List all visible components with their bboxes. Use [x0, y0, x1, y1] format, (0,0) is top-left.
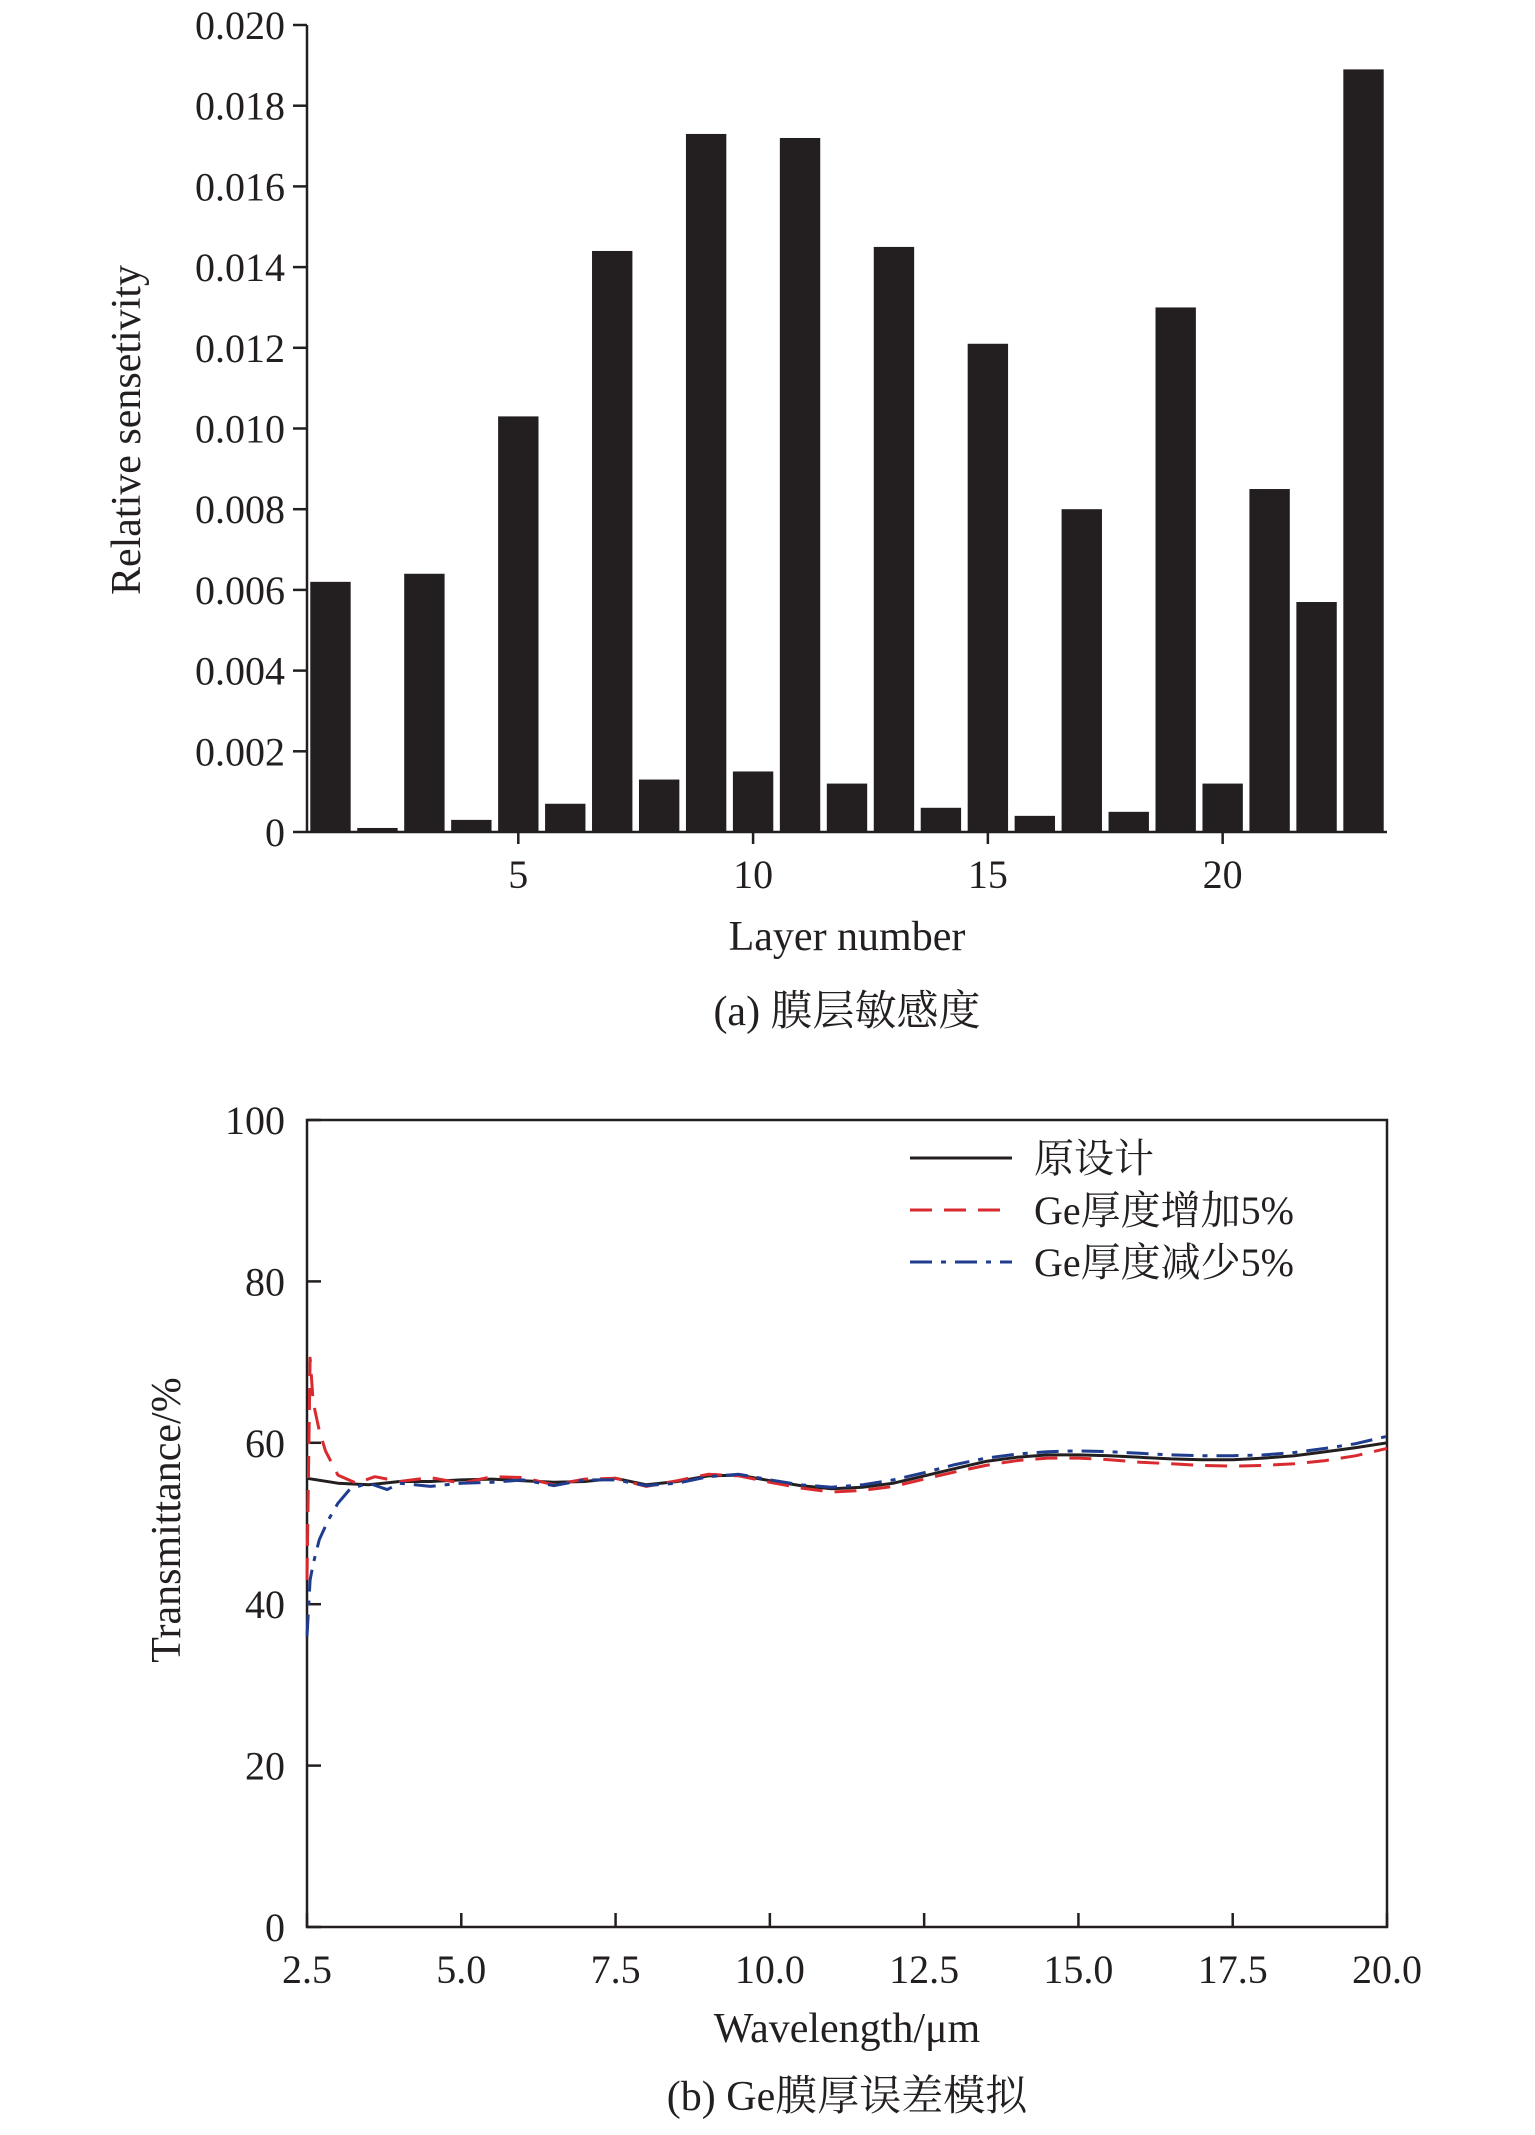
- x-axis-title: Wavelength/μm: [713, 2006, 981, 2052]
- bar-layer-10: [733, 771, 773, 832]
- y-tick-label: 100: [225, 1098, 285, 1143]
- x-tick-label: 12.5: [889, 1947, 960, 1992]
- y-tick-label: 0.002: [195, 729, 285, 775]
- x-tick-label: 10: [733, 852, 774, 897]
- x-tick-label: 10.0: [734, 1947, 805, 1992]
- bar-layer-11: [780, 138, 820, 832]
- y-tick-label: 20: [245, 1743, 285, 1789]
- bar-layer-16: [1015, 816, 1055, 832]
- y-tick-label: 0.016: [195, 164, 285, 210]
- bar-layer-1: [310, 582, 350, 832]
- panel-b-line-chart: [144, 1098, 1422, 2120]
- legend-label-1: 原设计: [1034, 1136, 1154, 1181]
- y-tick-label: 0.004: [195, 648, 285, 694]
- x-tick-label: 15.0: [1043, 1947, 1114, 1992]
- legend-label-2: Ge厚度增加5%: [1034, 1188, 1294, 1233]
- x-tick-label: 5: [508, 852, 529, 897]
- bar-layer-21: [1249, 489, 1289, 832]
- bar-layer-7: [592, 251, 632, 832]
- bar-layer-17: [1062, 509, 1102, 832]
- legend-label-3: Ge厚度减少5%: [1034, 1240, 1294, 1285]
- x-tick-label: 20.0: [1352, 1947, 1422, 1992]
- legend: [910, 1136, 1294, 1285]
- bar-layer-8: [639, 780, 679, 832]
- y-tick-label: 0.014: [195, 245, 285, 291]
- bar-layer-19: [1156, 307, 1196, 832]
- bar-layer-18: [1109, 812, 1149, 832]
- bar-layer-12: [827, 784, 867, 832]
- bar-layer-14: [921, 808, 961, 832]
- x-axis-title: Layer number: [728, 914, 966, 960]
- x-tick-label: 2.5: [282, 1947, 332, 1992]
- y-tick-label: 0.012: [195, 325, 285, 371]
- x-axis-ticks: [508, 832, 1242, 897]
- x-tick-label: 20: [1202, 852, 1243, 897]
- x-tick-label: 5.0: [436, 1947, 487, 1992]
- figure-caption-a: (a) 膜层敏感度: [713, 989, 981, 1035]
- y-tick-label: 80: [245, 1259, 285, 1305]
- bar-layer-6: [545, 804, 585, 832]
- x-tick-label: 15: [967, 852, 1008, 897]
- y-tick-label: 40: [245, 1582, 285, 1628]
- bar-layer-4: [451, 820, 491, 832]
- bar-layer-20: [1202, 784, 1242, 832]
- y-tick-label: 0: [265, 1905, 285, 1950]
- y-tick-label: 0.020: [195, 3, 285, 48]
- y-tick-label: 0.018: [195, 83, 285, 129]
- bar-layer-22: [1296, 602, 1336, 832]
- bar-layer-3: [404, 574, 444, 832]
- series-line-2: [307, 1358, 1387, 1580]
- bar-layer-9: [686, 134, 726, 832]
- panel-a-bar-chart: [104, 3, 1387, 1035]
- bar-layer-15: [968, 344, 1008, 832]
- line-series: [307, 1358, 1387, 1636]
- y-tick-label: 0.006: [195, 567, 285, 613]
- x-tick-label: 17.5: [1197, 1947, 1268, 1992]
- bar-series: [310, 69, 1383, 832]
- y-axis-title: Transmittance/%: [144, 1377, 190, 1663]
- x-axis-ticks: [282, 1913, 1422, 1992]
- bar-layer-5: [498, 416, 538, 832]
- figure-caption-b: (b) Ge膜厚误差模拟: [666, 2074, 1028, 2120]
- y-tick-label: 0.010: [195, 406, 285, 452]
- y-tick-label: 60: [245, 1420, 285, 1466]
- bar-layer-23: [1343, 69, 1383, 832]
- bar-layer-13: [874, 247, 914, 832]
- y-axis-ticks: [195, 3, 307, 855]
- y-tick-label: 0.008: [195, 487, 285, 533]
- x-tick-label: 7.5: [590, 1947, 641, 1992]
- y-tick-label: 0: [265, 810, 285, 855]
- y-axis-title: Relative sensetivity: [104, 264, 150, 596]
